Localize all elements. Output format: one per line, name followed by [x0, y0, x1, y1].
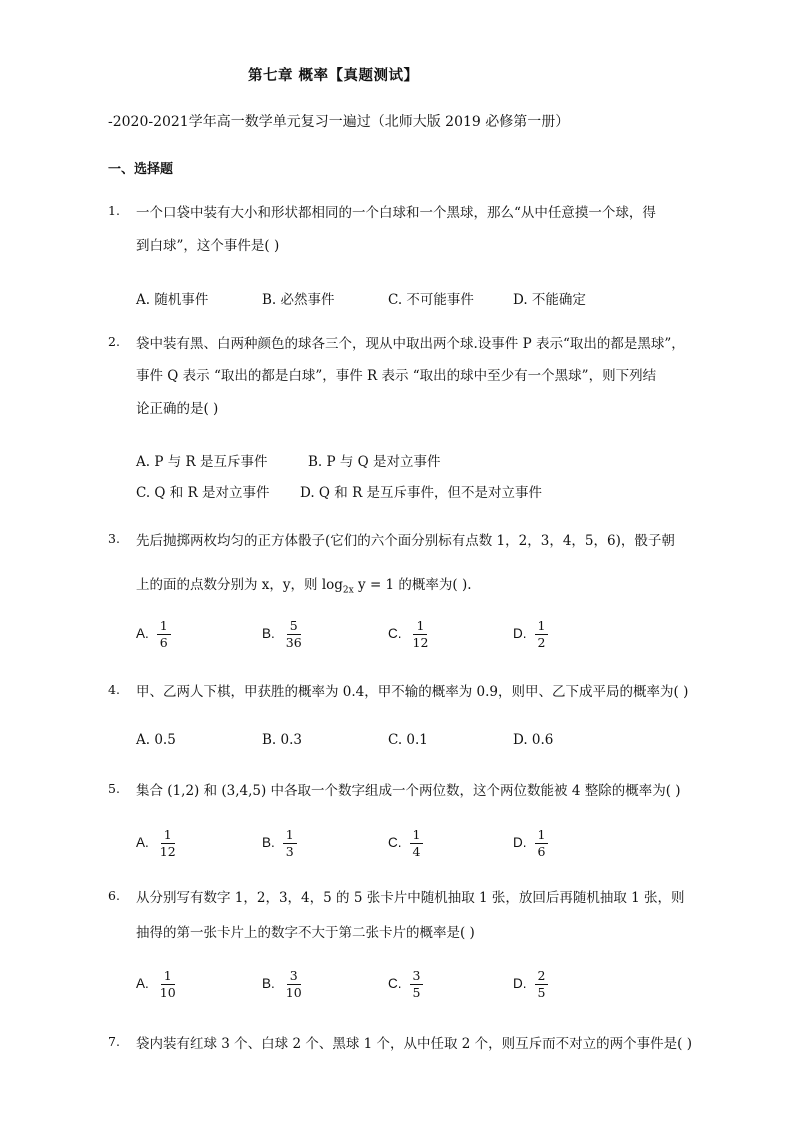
section-heading: 一、选择题: [108, 162, 174, 177]
question-number: 2.: [108, 334, 120, 349]
fraction: $\frac{1}{3}$: [283, 828, 297, 859]
option-b: B. 必然事件: [262, 292, 335, 308]
option-a: A. $\frac{1}{10}$: [136, 969, 179, 1000]
question-text-line: 事件 Q 表示 “取出的都是白球”，事件 R 表示 “取出的球中至少有一个黑球”，则下列结: [136, 368, 657, 384]
fraction: $\frac{1}{6}$: [157, 619, 171, 650]
fraction: $\frac{5}{36}$: [285, 618, 302, 650]
question-text-line: 袋中装有黑、白两种颜色的球各三个，现从中取出两个球.设事件 P 表示“取出的都是黑球”，: [136, 336, 685, 352]
fraction: $\frac{3}{10}$: [285, 968, 302, 1000]
log-base: 2x: [342, 585, 354, 596]
question-text-part: 上的面的点数分别为 x，y，则 log: [136, 577, 343, 593]
question-number: 3.: [108, 531, 120, 546]
question-number: 4.: [108, 682, 120, 697]
fraction: $\frac{1}{12}$: [159, 827, 176, 859]
question-text-part: y = 1 的概率为( ).: [353, 577, 472, 593]
question-text-line: 甲、乙两人下棋，甲获胜的概率为 0.4，甲不输的概率为 0.9，则甲、乙下成平局的概率为( ): [136, 684, 689, 700]
fraction: $\frac{1}{10}$: [159, 968, 176, 1000]
option-d: D. $\frac{2}{5}$: [513, 969, 548, 1000]
fraction: $\frac{1}{12}$: [412, 618, 429, 650]
question-number: 6.: [108, 888, 120, 903]
question-text-line: 一个口袋中装有大小和形状都相同的一个白球和一个黑球，那么“从中任意摸一个球，得: [136, 205, 656, 221]
fraction: $\frac{3}{5}$: [410, 969, 424, 1000]
option-c: C. $\frac{1}{4}$: [388, 828, 423, 859]
fraction: $\frac{2}{5}$: [535, 969, 549, 1000]
option-a: A. P 与 R 是互斥事件: [136, 454, 268, 470]
question-text-line: 到白球”，这个事件是( ): [136, 238, 280, 254]
question-text-line: 抽得的第一张卡片上的数字不大于第二张卡片的概率是( ): [136, 925, 475, 941]
question-number: 7.: [108, 1034, 120, 1049]
option-c: C. 0.1: [388, 732, 428, 748]
option-b: B. $\frac{1}{3}$: [262, 828, 297, 859]
page-title: 第七章 概率【真题测试】: [248, 67, 419, 84]
option-c: C. $\frac{3}{5}$: [388, 969, 423, 1000]
option-c: C. Q 和 R 是对立事件: [136, 485, 270, 501]
option-b: B. $\frac{5}{36}$: [262, 619, 305, 650]
option-c: C. $\frac{1}{12}$: [388, 619, 431, 650]
option-d: D. 不能确定: [513, 292, 586, 308]
option-d: D. Q 和 R 是互斥事件，但不是对立事件: [300, 485, 543, 501]
option-d: D. $\frac{1}{6}$: [513, 828, 548, 859]
option-b: B. 0.3: [262, 732, 302, 748]
question-text-line: [136, 573, 472, 596]
question-number: 1.: [108, 203, 120, 218]
option-d: D. $\frac{1}{2}$: [513, 619, 548, 650]
option-a: A. $\frac{1}{12}$: [136, 828, 179, 859]
question-text-line: 袋内装有红球 3 个、白球 2 个、黑球 1 个，从中任取 2 个，则互斥而不对立的两个事件是( ): [136, 1036, 693, 1052]
option-a: A. 0.5: [136, 732, 176, 748]
option-a: A. 随机事件: [136, 292, 209, 308]
option-a: A. $\frac{1}{6}$: [136, 619, 171, 650]
question-text-line: 从分别写有数字 1，2，3，4，5 的 5 张卡片中随机抽取 1 张，放回后再随机抽取 1 张，则: [136, 890, 685, 906]
option-b: B. $\frac{3}{10}$: [262, 969, 305, 1000]
option-c: C. 不可能事件: [388, 292, 474, 308]
option-d: D. 0.6: [513, 732, 554, 748]
question-text-line: 先后抛掷两枚均匀的正方体骰子(它们的六个面分别标有点数 1，2，3，4，5，6)，骰子朝: [136, 533, 675, 549]
option-b: B. P 与 Q 是对立事件: [308, 454, 441, 470]
question-text-line: 论正确的是( ): [136, 401, 219, 417]
fraction: $\frac{1}{6}$: [535, 828, 549, 859]
page-subtitle: -2020-2021学年高一数学单元复习一遍过（北师大版 2019 必修第一册）: [108, 114, 570, 130]
question-number: 5.: [108, 781, 120, 796]
question-text-line: 集合 (1,2) 和 (3,4,5) 中各取一个数字组成一个两位数，这个两位数能被 4 整除的概率为( ): [136, 783, 681, 799]
fraction: $\frac{1}{2}$: [535, 619, 549, 650]
fraction: $\frac{1}{4}$: [410, 828, 424, 859]
